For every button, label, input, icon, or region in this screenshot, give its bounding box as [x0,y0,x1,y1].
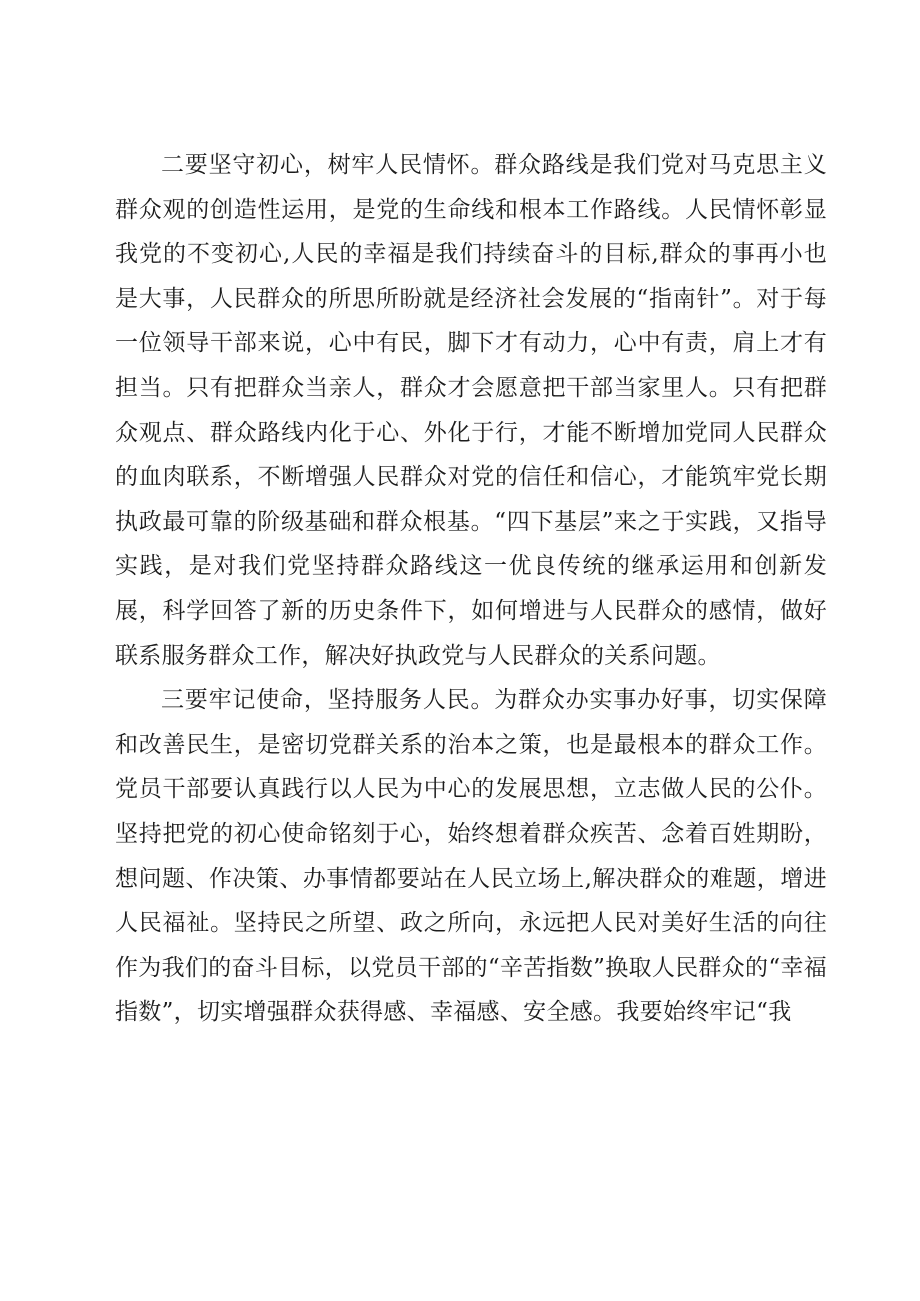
document-body [115,143,827,1035]
paragraph-stay-true-to-original-aspiration: 二要坚守初心，树牢人民情怀。群众路线是我们党对马克思主义群众观的创造性运用，是党的生命线和根本工作路线。人民情怀彰显我党的不变初心,人民的幸福是我们持续奋斗的目标,群众的事再小也是大事，人民群众的所思所盼就是经济社会发展的“指南针”。对于每一位领导干部来说，心中有民，脚下才有动力，心中有责，肩上才有担当。只有把群众当亲人，群众才会愿意把干部当家里人。只有把群众观点、群众路线内化于心、外化于行，才能不断增加党同人民群众的血肉联系，不断增强人民群众对党的信任和信心，才能筑牢党长期执政最可靠的阶级基础和群众根基。“四下基层”来之于实践，又指导实践，是对我们党坚持群众路线这一优良传统的继承运用和创新发展，科学回答了新的历史条件下，如何增进与人民群众的感情，做好联系服务群众工作，解决好执政党与人民群众的关系问题。 [115,152,827,669]
paragraph-keep-mission-in-mind: 三要牢记使命，坚持服务人民。为群众办实事办好事，切实保障和改善民生，是密切党群关系的治本之策，也是最根本的群众工作。党员干部要认真践行以人民为中心的发展思想，立志做人民的公仆。坚持把党的初心使命铭刻于心，始终想着群众疾苦、念着百姓期盼，想问题、作决策、办事情都要站在人民立场上,解决群众的难题，增进人民福祉。坚持民之所望、政之所向，永远把人民对美好生活的向往作为我们的奋斗目标，以党员干部的“辛苦指数”换取人民群众的“幸福指数”，切实增强群众获得感、幸福感、安全感。我要始终牢记“我 [115,687,827,1026]
